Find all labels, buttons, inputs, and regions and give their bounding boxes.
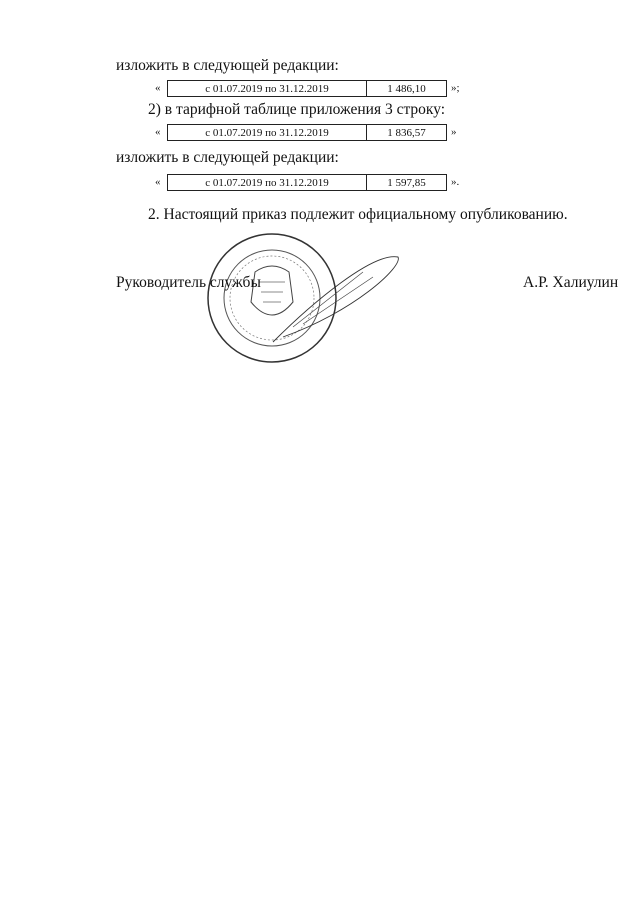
value-cell: 1 597,85 [387,177,426,189]
period-cell: с 01.07.2019 по 31.12.2019 [168,175,367,190]
instruction-text-1: изложить в следующей редакции: [116,57,339,74]
tariff-row-2 [155,124,465,141]
close-quote: ». [451,176,460,188]
tariff-table-row [167,80,447,97]
instruction-text-2: изложить в следующей редакции: [116,149,339,166]
item-2-text: 2) в тарифной таблице приложения 3 строку: [148,101,446,118]
paragraph-2: 2. Настоящий приказ подлежит официальному опубликованию. [148,206,568,223]
close-quote: »; [451,82,460,94]
tariff-table-row [167,124,447,141]
signature-name: А.Р. Халиулин [523,274,619,291]
signature-position: Руководитель службы [116,274,261,291]
tariff-row-1 [155,80,465,97]
open-quote: « [155,82,161,94]
period-cell: с 01.07.2019 по 31.12.2019 [168,125,367,140]
value-cell: 1 836,57 [387,127,426,139]
close-quote: » [451,126,457,138]
open-quote: « [155,176,161,188]
tariff-row-3 [155,174,465,191]
period-cell: с 01.07.2019 по 31.12.2019 [168,81,367,96]
open-quote: « [155,126,161,138]
official-stamp [203,232,403,372]
value-cell: 1 486,10 [387,83,426,95]
tariff-table-row [167,174,447,191]
